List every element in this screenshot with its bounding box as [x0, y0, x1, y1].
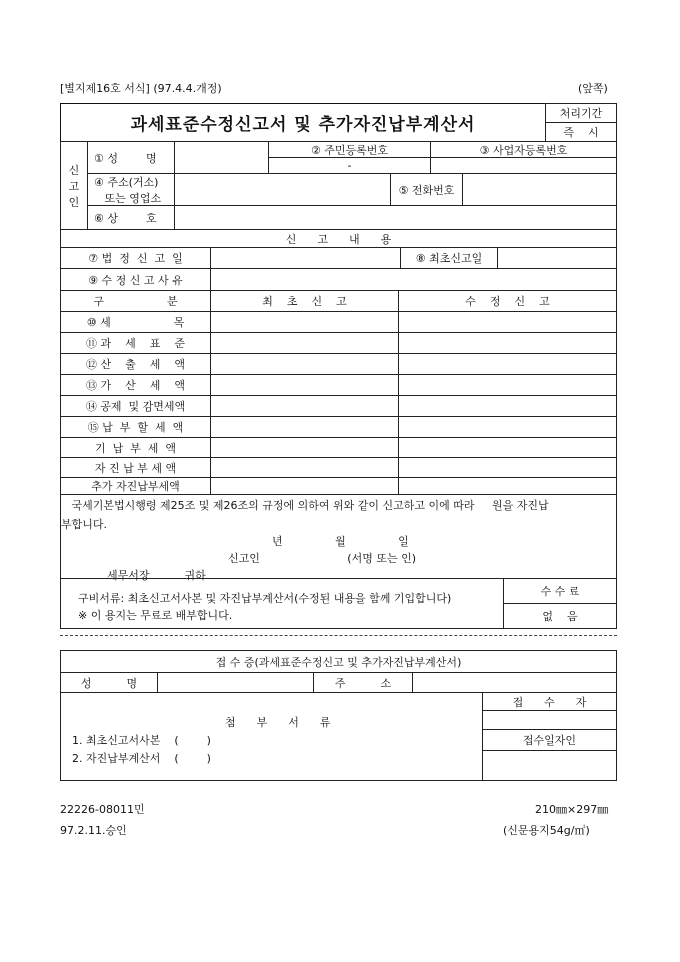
paper-size: 210㎜×297㎜: [535, 803, 609, 816]
first-date-field[interactable]: [497, 247, 617, 269]
declarant-label: 신 고 인: [60, 141, 88, 230]
resident-no-field[interactable]: -: [268, 157, 431, 174]
item-initial-field[interactable]: [210, 332, 399, 354]
item-amended-field[interactable]: [398, 332, 617, 354]
item-amended-field[interactable]: [398, 374, 617, 396]
legal-date-label: ⑦ 법 정 신 고 일: [60, 247, 211, 269]
page-side: (앞쪽): [578, 82, 608, 95]
item-amended-field[interactable]: [398, 437, 617, 458]
form-number: [별지제16호 서식] (97.4.4.개정): [60, 82, 222, 95]
receipt-address-field[interactable]: [412, 672, 617, 693]
item-label: 자 진 납 부 세 액: [60, 457, 211, 478]
item-label: ⑮ 납 부 할 세 액: [60, 416, 211, 438]
item-label: ⑪ 과 세 표 준: [60, 332, 211, 354]
attachments-title: 첨 부 서 류: [225, 716, 331, 729]
address-label: ④ 주소(거소) 또는 영업소: [87, 173, 175, 206]
reason-label: ⑨ 수 정 신 고 사 유: [60, 268, 211, 291]
first-date-label: ⑧ 최초신고일: [400, 247, 498, 269]
processing-period-value: 즉 시: [545, 122, 617, 142]
cut-line: [60, 635, 617, 636]
item-initial-field[interactable]: [210, 437, 399, 458]
form-title: 과세표준수정신고서 및 추가자진납부계산서: [60, 103, 546, 142]
item-label: ⑬ 가 산 세 액: [60, 374, 211, 396]
item-initial-field[interactable]: [210, 374, 399, 396]
statement-line-1: 국세기본법시행령 제25조 및 제26조의 규정에 의하여 위와 같이 신고하고 이에 따라 원을 자진납: [61, 499, 549, 512]
item-amended-field[interactable]: [398, 353, 617, 375]
reason-field[interactable]: [210, 268, 617, 291]
required-docs: 구비서류: 최초신고서사본 및 자진납부계산서(수정된 내용을 함께 기입합니다): [78, 592, 452, 605]
receipt-title: 접 수 증(과세표준수정신고 및 추가자진납부계산서): [60, 650, 617, 673]
trade-name-label: ⑥ 상 호: [87, 205, 175, 230]
item-amended-field[interactable]: [398, 395, 617, 417]
approval-date: 97.2.11.승인: [60, 824, 127, 837]
item-amended-field[interactable]: [398, 416, 617, 438]
trade-name-field[interactable]: [174, 205, 617, 230]
item-initial-field[interactable]: [210, 311, 399, 333]
processing-period-label: 처리기간: [545, 103, 617, 123]
item-initial-field[interactable]: [210, 395, 399, 417]
amended-header: 수 정 신 고: [398, 290, 617, 312]
business-no-label: ③ 사업자등록번호: [430, 141, 617, 158]
item-amended-field[interactable]: [398, 311, 617, 333]
item-label: ⑭ 공제 및 감면세액: [60, 395, 211, 417]
name-field[interactable]: [174, 141, 269, 174]
receipt-address-label: 주 소: [313, 672, 413, 693]
receipt-name-field[interactable]: [157, 672, 314, 693]
phone-label: ⑤ 전화번호: [390, 173, 463, 206]
attachment-2: 2. 자진납부계산서 ( ): [72, 752, 211, 765]
statement-date: 년 월 일: [272, 535, 409, 548]
content-section-header: 신 고 내 용: [60, 229, 617, 248]
fee-value: 없 음: [503, 603, 617, 629]
item-initial-field[interactable]: [210, 353, 399, 375]
resident-no-label: ② 주민등록번호: [268, 141, 431, 158]
item-amended-field[interactable]: [398, 477, 617, 495]
item-label: 기 납 부 세 액: [60, 437, 211, 458]
receipt-name-label: 성 명: [60, 672, 158, 693]
item-initial-field[interactable]: [210, 416, 399, 438]
statement-recipient: 세무서장 귀하: [107, 569, 206, 582]
form-code: 22226-08011민: [60, 803, 145, 816]
receipt-stamp-field: [482, 750, 617, 781]
phone-field[interactable]: [462, 173, 617, 206]
name-label: ① 성 명: [87, 141, 175, 174]
item-label: ⑩ 세 목: [60, 311, 211, 333]
paper-type: (신문용지54g/㎡): [503, 824, 590, 837]
statement-signer: 신고인 (서명 또는 인): [228, 552, 416, 565]
initial-header: 최 초 신 고: [210, 290, 399, 312]
item-label: ⑫ 산 출 세 액: [60, 353, 211, 375]
fee-label: 수 수 료: [503, 578, 617, 604]
legal-date-field[interactable]: [210, 247, 401, 269]
statement-line-2: 부합니다.: [61, 518, 108, 531]
receiver-field[interactable]: [482, 710, 617, 730]
free-distribution-note: ※ 이 용지는 무료로 배부합니다.: [78, 609, 233, 622]
address-field[interactable]: [174, 173, 391, 206]
attachment-1: 1. 최초신고서사본 ( ): [72, 734, 211, 747]
category-header: 구 분: [60, 290, 211, 312]
item-amended-field[interactable]: [398, 457, 617, 478]
item-initial-field[interactable]: [210, 457, 399, 478]
business-no-field[interactable]: [430, 157, 617, 174]
receiver-label: 접 수 자: [482, 692, 617, 711]
item-label: 추가 자진납부세액: [60, 477, 211, 495]
item-initial-field[interactable]: [210, 477, 399, 495]
receipt-stamp-label: 접수일자인: [482, 729, 617, 751]
